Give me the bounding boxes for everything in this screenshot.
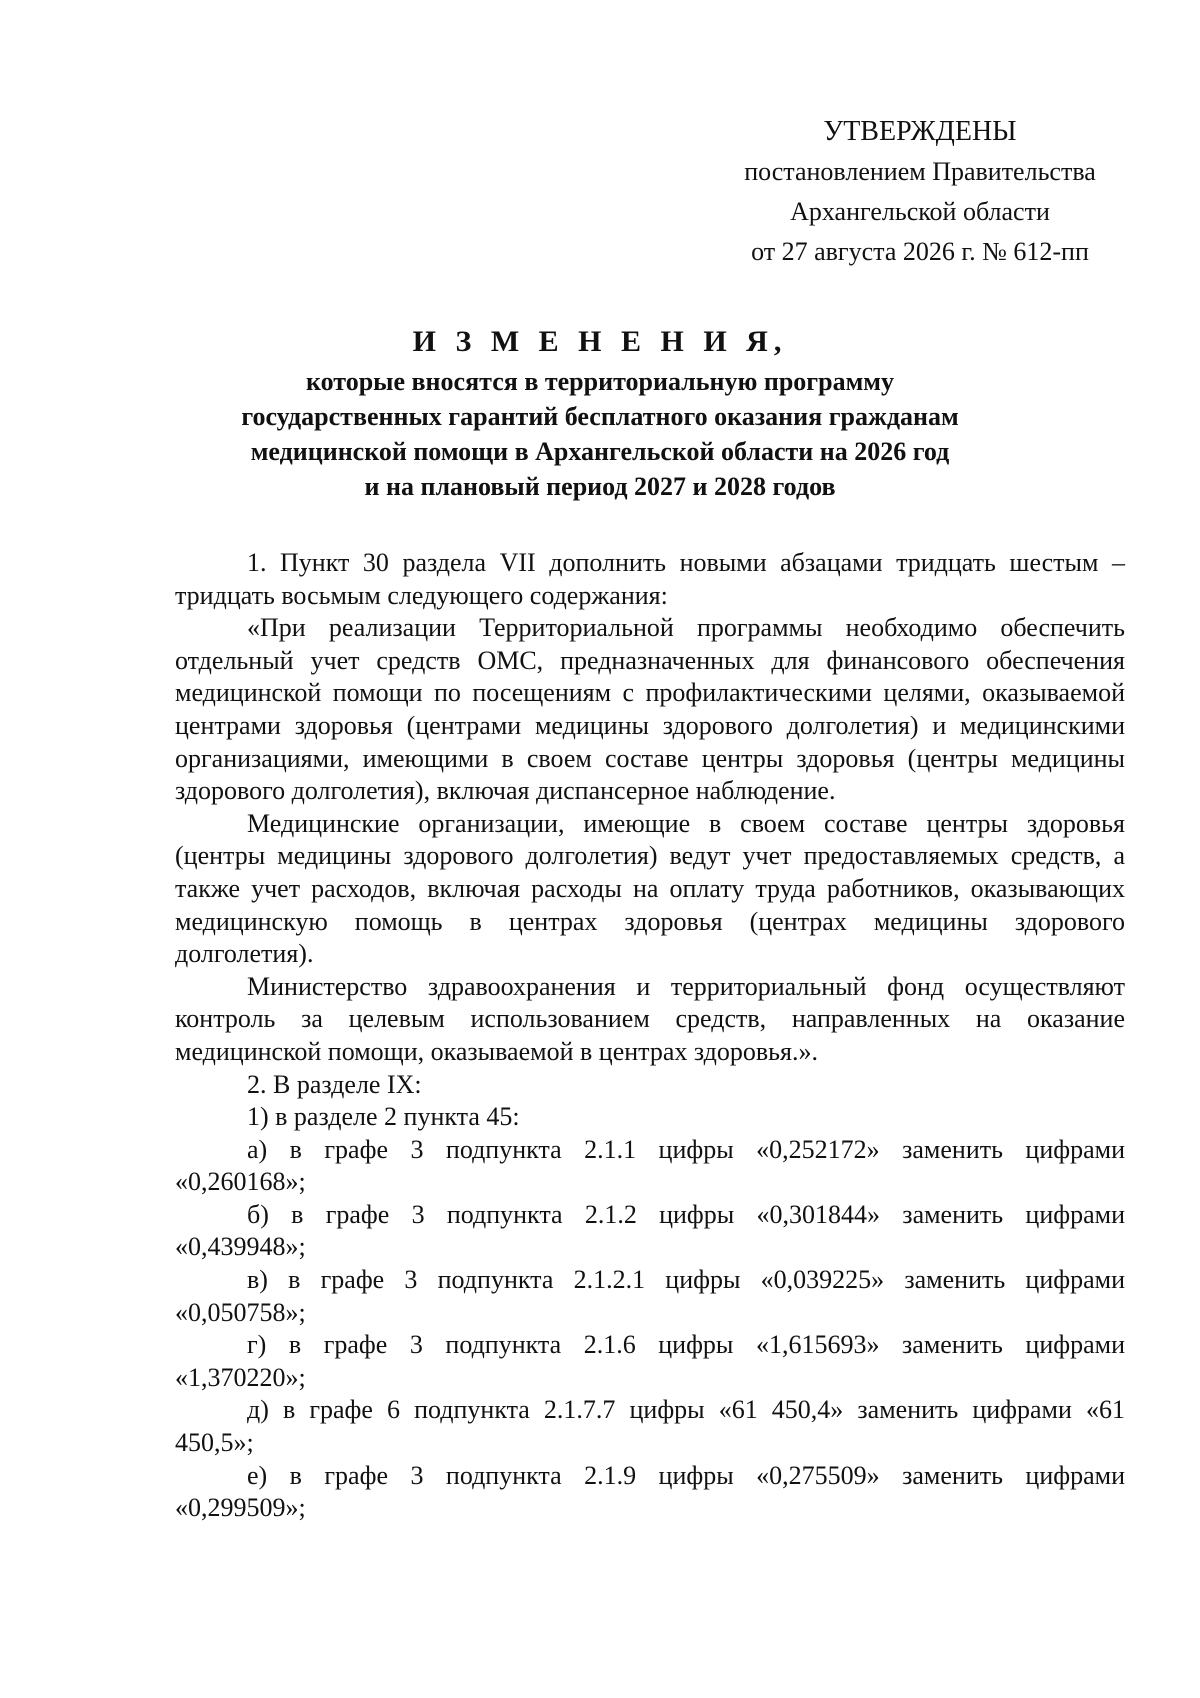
paragraph-1: 1. Пункт 30 раздела VII дополнить новыми абзацами тридцать шестым – тридцать восьмым следующего содержания: xyxy=(175,548,1125,610)
paragraph-5: 2. В разделе IX: xyxy=(247,1069,422,1099)
paragraph-2: «При реализации Территориальной программы необходимо обеспечить отдельный учет средств ОМС, предназначенных для финансового обеспечения медицинской помощи по посещениям с профилактическими целями, оказываемой центрами здоровья (центрами медицины здорового долголетия) и медицинскими организациями, имеющими в своем составе центры здоровья (центры медицины здорового долголетия), включая диспансерное наблюдение. xyxy=(175,613,1125,806)
paragraph-6: 1) в разделе 2 пункта 45: xyxy=(247,1102,520,1132)
document-title xyxy=(170,322,1030,504)
paragraph-3: Медицинские организации, имеющие в своем составе центры здоровья (центры медицины здорового долголетия) ведут учет предоставляемых средств, а также учет расходов, включая расходы на оплату труда работников, оказывающих медицинскую помощь в центрах здоровья (центрах медицины здорового долголетия). xyxy=(175,808,1125,969)
title-line-1: которые вносятся в территориальную программу xyxy=(305,367,894,396)
subitem-g: г) в графе 3 подпункта 2.1.6 цифры «1,615693» заменить цифрами «1,370220»; xyxy=(175,1330,1125,1392)
approval-line-1: постановлением Правительства xyxy=(744,157,1096,186)
approval-heading: УТВЕРЖДЕНЫ xyxy=(823,116,1017,147)
title-line-3: медицинской помощи в Архангельской области на 2026 год xyxy=(250,437,950,466)
subitem-a: а) в графе 3 подпункта 2.1.1 цифры «0,252172» заменить цифрами «0,260168»; xyxy=(175,1134,1125,1197)
paragraph-4: Министерство здравоохранения и территориальный фонд осуществляют контроль за целевым использованием средств, направленных на оказание медицинской помощи, оказываемой в центрах здоровья.». xyxy=(175,971,1125,1066)
subitem-v: в) в графе 3 подпункта 2.1.2.1 цифры «0,039225» заменить цифрами «0,050758»; xyxy=(175,1265,1125,1327)
title-line-4: и на плановый период 2027 и 2028 годов xyxy=(364,472,836,501)
subitem-d: д) в графе 6 подпункта 2.1.7.7 цифры «61 450,4» заменить цифрами «61 450,5»; xyxy=(175,1395,1125,1458)
subitem-b: б) в графе 3 подпункта 2.1.2 цифры «0,301844» заменить цифрами «0,439948»; xyxy=(175,1199,1125,1262)
approval-block xyxy=(720,112,1120,272)
approval-line-3: от 27 августа 2026 г. № 612-пп xyxy=(751,237,1089,266)
title-line-2: государственных гарантий бесплатного оказания гражданам xyxy=(241,402,959,431)
subitem-e: е) в графе 3 подпункта 2.1.9 цифры «0,275509» заменить цифрами «0,299509»; xyxy=(175,1460,1125,1523)
document-body xyxy=(175,547,1125,1525)
approval-line-2: Архангельской области xyxy=(790,197,1050,226)
title-main: И З М Е Н Е Н И Я, xyxy=(412,325,788,358)
